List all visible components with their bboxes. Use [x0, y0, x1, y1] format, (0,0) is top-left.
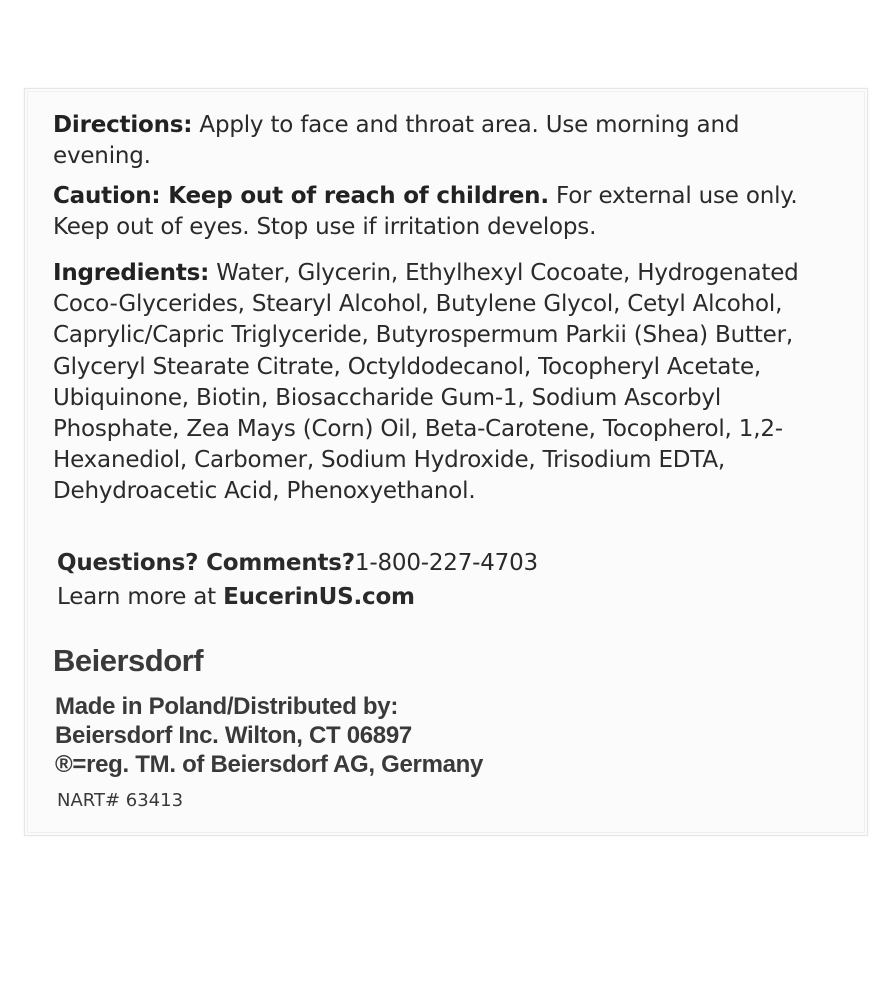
- directions-label: Directions:: [53, 112, 193, 138]
- ingredients-paragraph: [53, 258, 853, 508]
- caution-text: For external use only. Keep out of eyes. Stop use if irritation develops.: [53, 183, 798, 240]
- website-text: EucerinUS.com: [223, 584, 415, 610]
- questions-line: [57, 546, 538, 580]
- caution-label: Caution: Keep out of reach of children.: [53, 183, 549, 209]
- distribution-line-1: Made in Poland/Distributed by:: [55, 693, 399, 720]
- ingredients-text: Water, Glycerin, Ethylhexyl Cocoate, Hydrogenated Coco-Glycerides, Stearyl Alcohol, Butylene Glycol, Cetyl Alcohol, Caprylic/Capric Triglyceride, Butyrospermum Parkii (Shea) Butter, Glyceryl Stearate Citrate, Octyldodecanol, Tocopheryl Acetate, Ubiquinone, Biotin, Biosaccharide Gum-1, Sodium Ascorbyl Phosphate, Zea Mays (Corn) Oil, Beta-Carotene, Tocopherol, 1,2-Hexanediol, Carbomer, Sodium Hydroxide, Trisodium EDTA, Dehydroacetic Acid, Phenoxyethanol.: [53, 260, 799, 505]
- distribution-line-2: Beiersdorf Inc. Wilton, CT 06897: [55, 722, 412, 749]
- contact-block: [57, 546, 538, 614]
- learn-more-prefix: Learn more at: [57, 584, 224, 610]
- directions-paragraph: [53, 110, 813, 172]
- distribution-line-3: ®=reg. TM. of Beiersdorf AG, Germany: [55, 751, 484, 778]
- questions-label: Questions? Comments?: [57, 550, 355, 576]
- nart-number: NART# 63413: [57, 790, 184, 811]
- distribution-block: [55, 692, 483, 779]
- ingredients-label: Ingredients:: [53, 260, 210, 286]
- brand-name: Beiersdorf: [53, 643, 204, 678]
- caution-paragraph: [53, 181, 853, 243]
- learn-more-line: [57, 580, 538, 614]
- directions-text: Apply to face and throat area. Use morning and evening.: [53, 112, 740, 169]
- phone-number: 1-800-227-4703: [354, 550, 538, 576]
